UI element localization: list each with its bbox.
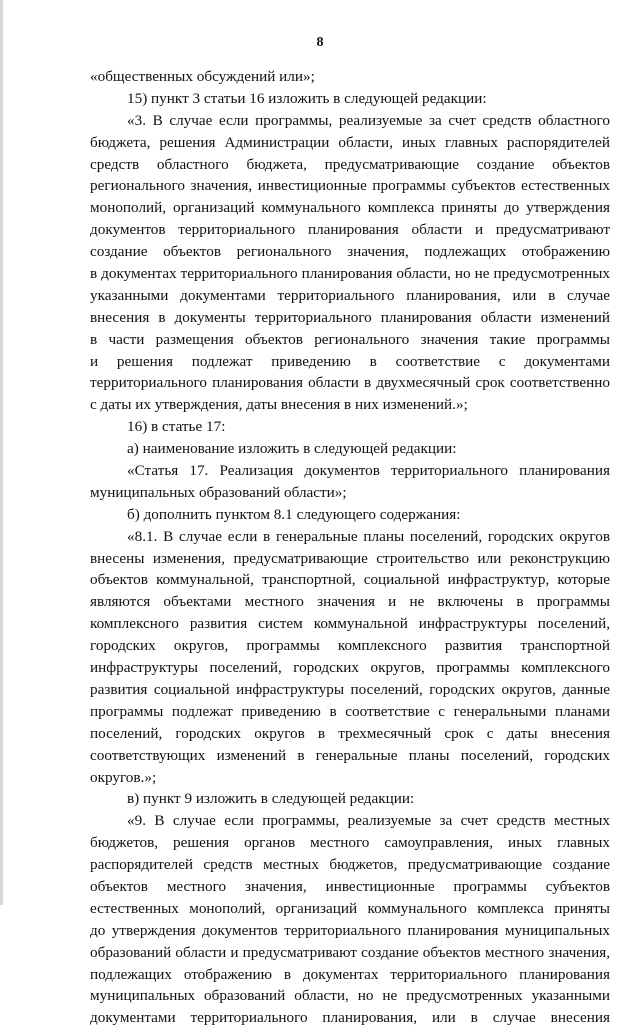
text-line: соответствующих изменений в генеральные планы поселений, городских: [90, 746, 610, 764]
text-line: инфраструктуры поселений, городских округов, программы комплексного: [90, 659, 610, 677]
text-line: «общественных обсуждений или»;: [90, 68, 315, 85]
text-line: муниципальных образований области, но не предусмотренных указанными: [90, 987, 610, 1005]
text-line: объектов коммунальной, транспортной, социальной инфраструктур, которые: [90, 571, 610, 589]
text-line: в части размещения объектов регионального значения такие программы: [90, 330, 610, 348]
text-line: поселений, городских округов в трехмесячный срок с даты внесения: [90, 724, 610, 742]
text-line: объектов местного значения, инвестиционные программы субъектов: [90, 877, 610, 895]
text-line: округов.»;: [90, 768, 157, 786]
text-line: регионального значения, инвестиционные программы субъектов естественных: [90, 177, 610, 195]
text-line: средств областного бюджета, предусматривающие создание объектов: [90, 155, 610, 173]
text-line: «8.1. В случае если в генеральные планы поселений, городских округов: [127, 527, 610, 545]
document-body: [90, 66, 610, 1029]
text-line: до утверждения документов территориального планирования муниципальных: [90, 921, 610, 939]
text-line: бюджетов, решения органов местного самоуправления, иных главных: [90, 834, 610, 852]
text-line: монополий, организаций коммунального комплекса приняты до утверждения: [90, 199, 610, 217]
text-line: городских округов, программы комплексного развития транспортной: [90, 637, 610, 655]
text-line: 15) пункт 3 статьи 16 изложить в следующей редакции:: [127, 89, 487, 107]
text-line: с даты их утверждения, даты внесения в них изменений.»;: [90, 396, 468, 414]
text-line: а) наименование изложить в следующей редакции:: [127, 440, 457, 458]
text-line: муниципальных образований области»;: [90, 483, 347, 501]
page-number: 8: [316, 35, 324, 50]
text-line: являются объектами местного значения и не включены в программы: [90, 593, 610, 611]
text-line: документов территориального планирования области и предусматривают: [90, 221, 610, 239]
text-line: подлежащих отображению в документах территориального планирования: [90, 965, 610, 983]
text-line: развития социальной инфраструктуры поселений, городских округов, данные: [90, 680, 610, 698]
text-line: в документах территориального планирования области, но не предусмотренных: [90, 265, 610, 283]
text-line: комплексного развития систем коммунальной инфраструктуры поселений,: [90, 615, 610, 633]
text-line: указанными документами территориального планирования, или в случае: [90, 286, 610, 304]
text-line: «Статья 17. Реализация документов территориального планирования: [127, 462, 610, 480]
text-line: документами территориального планирования, или в случае внесения: [90, 1009, 610, 1027]
text-line: и решения подлежат приведению в соответствие с документами: [90, 352, 610, 370]
text-line: «3. В случае если программы, реализуемые за счет средств областного: [127, 111, 610, 129]
text-line: программы подлежат приведению в соответствие с генеральными планами: [90, 702, 610, 720]
text-line: 16) в статье 17:: [127, 418, 226, 436]
text-line: бюджета, решения Администрации области, иных главных распорядителей: [90, 133, 610, 151]
text-line: б) дополнить пунктом 8.1 следующего содержания:: [127, 505, 461, 523]
text-line: образований области и предусматривают создание объектов местного значения,: [90, 943, 610, 961]
text-line: естественных монополий, организаций коммунального комплекса приняты: [90, 899, 610, 917]
scan-edge: [0, 0, 3, 905]
text-line: создание объектов регионального значения, подлежащих отображению: [90, 243, 610, 261]
text-line: в) пункт 9 изложить в следующей редакции:: [127, 790, 415, 808]
text-line: внесены изменения, предусматривающие строительство или реконструкцию: [90, 549, 610, 567]
text-line: территориального планирования области в двухмесячный срок соответственно: [90, 374, 610, 392]
text-line: распорядителей средств местных бюджетов, предусматривающие создание: [90, 856, 610, 874]
text-line: «9. В случае если программы, реализуемые за счет средств местных: [127, 812, 610, 830]
text-line: внесения в документы территориального планирования области изменений: [90, 308, 610, 326]
